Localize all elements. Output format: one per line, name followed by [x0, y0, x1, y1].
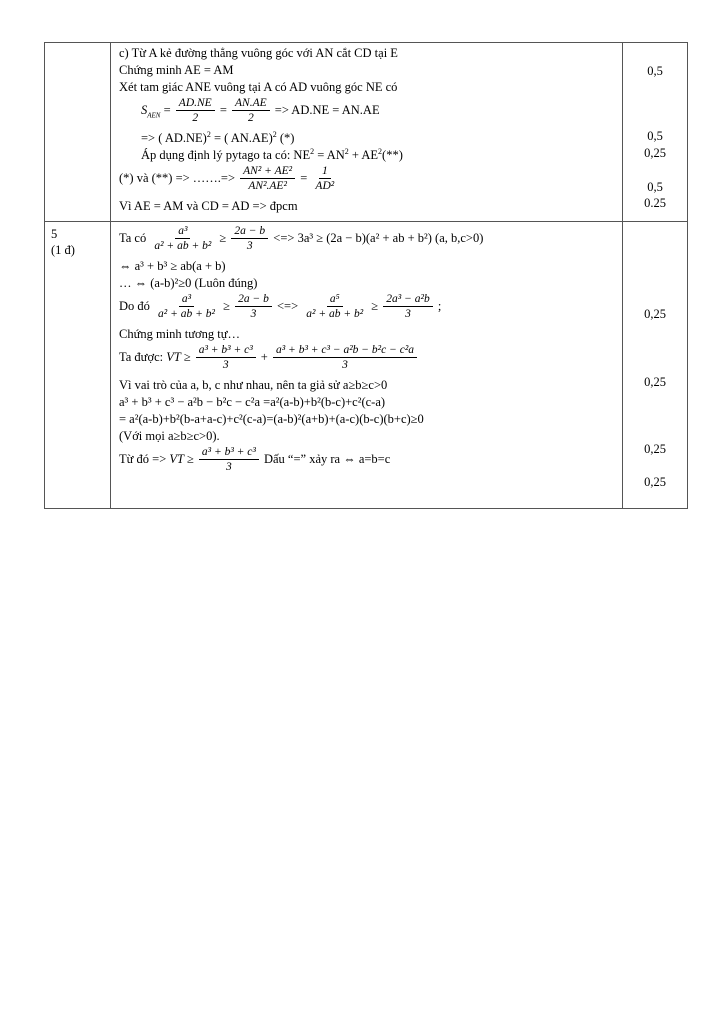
- pytago-mid-1: = AN: [314, 148, 345, 162]
- fraction-denominator: 3: [405, 308, 411, 320]
- fraction: [151, 224, 214, 253]
- square-mid: = ( AN.AE): [210, 131, 273, 145]
- vt-symbol: VT ≥: [166, 350, 191, 364]
- line-tail: ;: [437, 299, 442, 313]
- superscript: 2: [206, 129, 211, 139]
- fraction-numerator: AN² + AE²: [240, 164, 295, 179]
- fraction-denominator: 3: [225, 461, 232, 473]
- score: 0,25: [644, 375, 666, 389]
- fraction-numerator: 2a − b: [235, 292, 272, 307]
- q5-line-4: [119, 292, 622, 326]
- equivalence-sign: <=>: [276, 299, 299, 313]
- fraction-numerator: 2a − b: [231, 224, 268, 239]
- part-c-conclusion: Vì AE = AM và CD = AD => đpcm: [119, 199, 298, 213]
- score-cell-part-c: [623, 43, 688, 222]
- fraction-denominator: a² + ab + b²: [158, 308, 215, 320]
- area-symbol: [141, 102, 160, 119]
- geq-sign: ≥: [371, 299, 379, 313]
- equals-sign: =: [163, 103, 171, 117]
- fraction-denominator: 2: [247, 112, 254, 124]
- part-c-line-3: Xét tam giác ANE vuông tại A có AD vuông góc NE có: [119, 80, 398, 94]
- score: 0,25: [644, 307, 666, 321]
- q5-line-11: [119, 445, 622, 479]
- fraction: [235, 292, 272, 321]
- line-prefix: Ta được:: [119, 350, 164, 364]
- square-suffix: (*): [276, 131, 295, 145]
- geq-sign: ≥: [223, 299, 230, 313]
- score: 0.25: [644, 196, 666, 210]
- score: 0,25: [644, 475, 666, 489]
- area-fraction-1: [176, 96, 215, 125]
- fraction-denominator: a² + ab + b²: [154, 240, 212, 252]
- fraction: [196, 343, 256, 372]
- score: 0,5: [647, 129, 663, 143]
- q5-line-2: ⇔ a³ + b³ ≥ ab(a + b): [119, 259, 226, 273]
- fraction-numerator: a³ + b³ + c³ − a²b − b²c − c²a: [273, 343, 417, 358]
- fraction: [303, 292, 366, 321]
- score: 0,5: [647, 64, 663, 78]
- area-subscript: AEN: [147, 111, 161, 120]
- fraction-denominator: 3: [342, 359, 348, 371]
- square-prefix: => ( AD.NE): [141, 131, 207, 145]
- superscript: 2: [378, 146, 383, 156]
- row-question-5: [45, 222, 688, 509]
- combine-line: [119, 164, 622, 198]
- fraction-denominator: AN².AE²: [248, 180, 287, 192]
- q5-line-3: … ⇔ (a-b)²≥0 (Luôn đúng): [119, 276, 258, 290]
- question-points: (1 đ): [51, 243, 75, 257]
- geq-sign: ≥: [219, 231, 227, 245]
- plus-sign: +: [260, 350, 268, 364]
- part-c-line-1: c) Từ A kẻ đường thẳng vuông góc với AN cắt CD tại E: [119, 46, 398, 60]
- q5-line-7: Vì vai trò của a, b, c như nhau, nên ta giả sử a≥b≥c>0: [119, 378, 388, 392]
- solution-cell-part-c: [111, 43, 623, 222]
- question-cell-empty: [45, 43, 111, 222]
- pytago-line: [119, 147, 622, 164]
- fraction: [231, 224, 268, 253]
- fraction-denominator: AD²: [315, 180, 335, 192]
- line-tail: Dấu “=” xảy ra ⇔ a=b=c: [263, 452, 391, 466]
- pytago-mid-2: + AE: [348, 148, 379, 162]
- score: 0,5: [647, 180, 663, 194]
- area-fraction-2: [232, 96, 270, 125]
- line-tail: <=> 3a³ ≥ (2a − b)(a² + ab + b²) (a, b,c>0): [273, 231, 484, 245]
- area-s: S: [141, 103, 148, 117]
- question-number: 5: [51, 227, 58, 241]
- square-line: [119, 130, 622, 147]
- fraction: [383, 292, 432, 321]
- area-conclusion: => AD.NE = AN.AE: [274, 103, 380, 117]
- combine-prefix: (*) và (**) => …….=>: [119, 171, 236, 185]
- fraction-denominator: 3: [222, 359, 229, 371]
- superscript: 2: [310, 146, 315, 156]
- q5-line-8: a³ + b³ + c³ − a²b − b²c − c²a =a²(a-b)+b²(b-c)+c²(c-a): [119, 395, 386, 409]
- fraction-numerator: a³ + b³ + c³: [196, 343, 256, 358]
- fraction-numerator: 2a³ − a²b: [383, 292, 432, 307]
- fraction-numerator: a⁵: [327, 292, 343, 307]
- q5-line-1: [119, 224, 622, 258]
- question-cell-5: [45, 222, 111, 509]
- combine-fraction-2: [312, 164, 337, 193]
- fraction-numerator: a³ + b³ + c³: [199, 445, 259, 460]
- superscript: 2: [344, 146, 349, 156]
- fraction: [199, 445, 259, 474]
- equals-sign: =: [300, 171, 308, 185]
- score: 0,25: [644, 442, 666, 456]
- fraction-numerator: a³: [179, 292, 194, 307]
- superscript: 2: [272, 129, 277, 139]
- fraction-numerator: 1: [319, 164, 331, 179]
- q5-line-6: [119, 343, 622, 377]
- line-prefix: Ta có: [119, 231, 147, 245]
- vt-symbol: VT ≥: [169, 452, 194, 466]
- fraction-denominator: a² + ab + b²: [306, 308, 364, 320]
- line-prefix: Từ đó =>: [119, 452, 167, 466]
- score: 0,25: [644, 146, 666, 160]
- part-c-line-2: Chứng minh AE = AM: [119, 63, 234, 77]
- fraction: [273, 343, 417, 372]
- row-part-c: [45, 43, 688, 222]
- fraction-denominator: 3: [246, 240, 253, 252]
- solution-cell-5: [111, 222, 623, 509]
- answer-table: [44, 42, 688, 509]
- fraction-denominator: 2: [192, 112, 199, 124]
- equals-sign: =: [219, 103, 227, 117]
- score-cell-5: [623, 222, 688, 509]
- q5-line-9: = a²(a-b)+b²(b-a+a-c)+c²(c-a)=(a-b)²(a+b)+(a-c)(b-c)(b+c)≥0: [119, 412, 424, 426]
- fraction-numerator: a³: [175, 224, 190, 239]
- fraction: [155, 292, 218, 321]
- line-prefix: Do đó: [119, 299, 150, 313]
- fraction-denominator: 3: [250, 308, 257, 320]
- pytago-prefix: Áp dụng định lý pytago ta có: NE: [141, 148, 311, 162]
- fraction-numerator: AN.AE: [232, 96, 270, 111]
- q5-line-5: Chứng minh tương tự…: [119, 327, 241, 341]
- pytago-suffix: (**): [382, 148, 403, 162]
- fraction-numerator: AD.NE: [176, 96, 215, 111]
- combine-fraction-1: [240, 164, 295, 193]
- area-formula: [119, 96, 622, 130]
- q5-line-10: (Với mọi a≥b≥c>0).: [119, 429, 220, 443]
